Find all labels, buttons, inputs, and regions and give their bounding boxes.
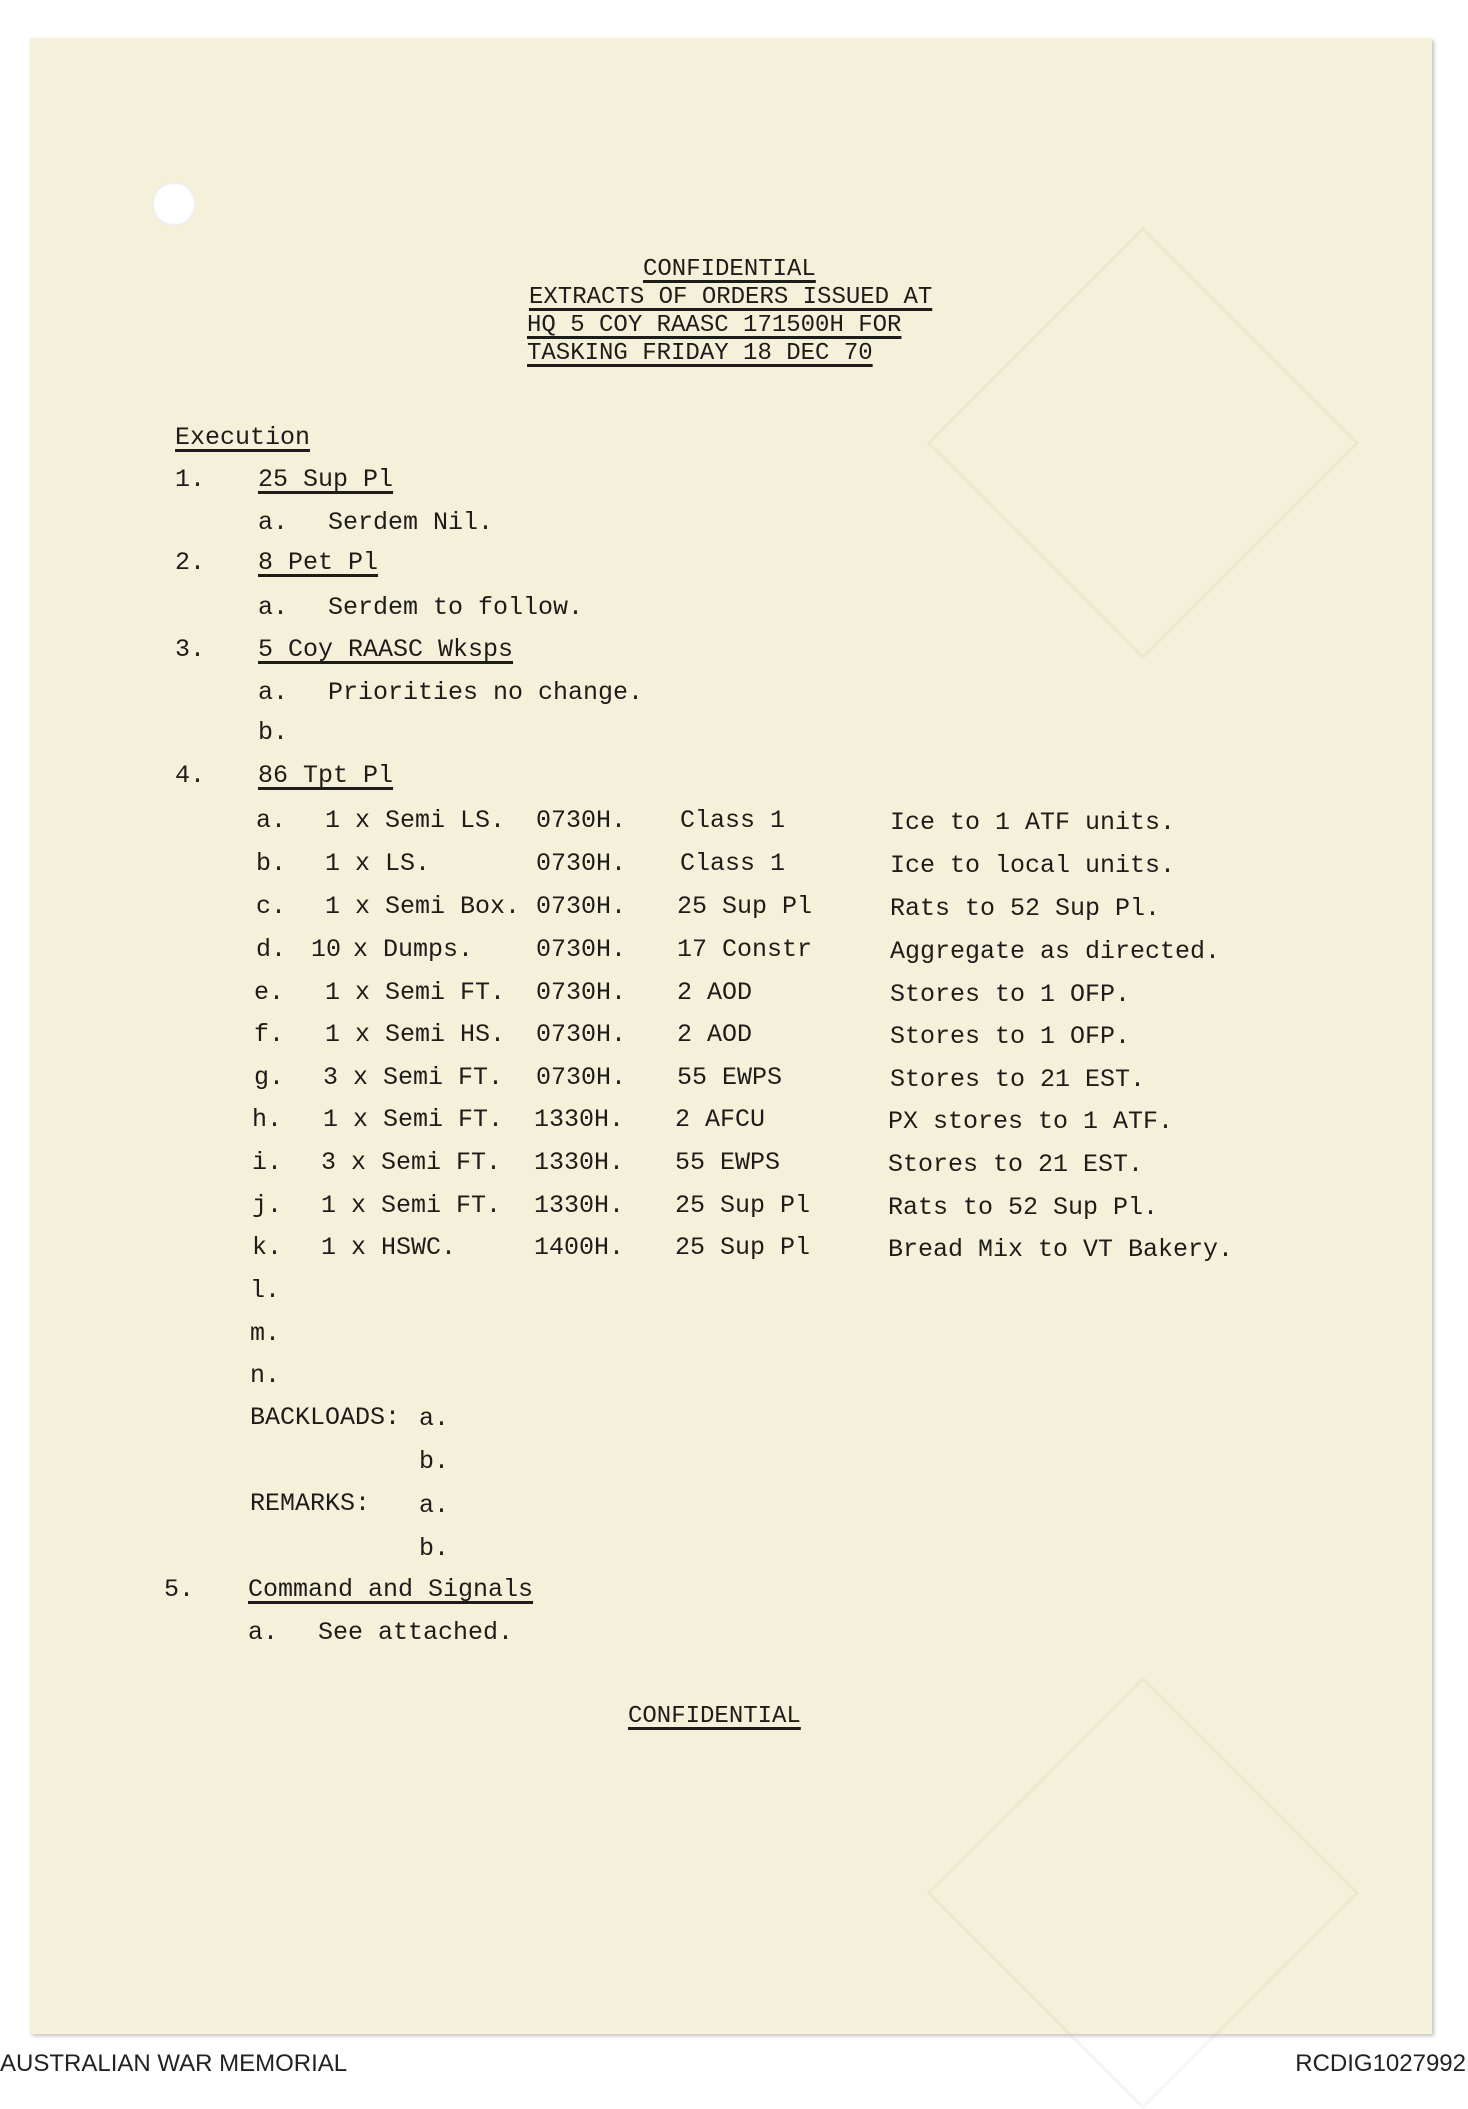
row-unit: 25 Sup Pl [675,1191,811,1220]
section-number: 2. [175,548,206,577]
row-vehicle: x Semi FT. [351,1148,502,1177]
row-qty: 1 [323,1105,339,1134]
row-vehicle: x Semi FT. [355,978,506,1007]
header-classification: CONFIDENTIAL [643,256,816,283]
row-vehicle: x HSWC. [351,1233,457,1262]
row-task: Rats to 52 Sup Pl. [888,1193,1159,1222]
row-label: a. [256,806,287,835]
row-vehicle: x Semi FT. [353,1063,504,1092]
row-qty: 1 [325,849,341,878]
row-unit: Class 1 [680,806,786,835]
section-number: 1. [175,465,206,494]
item-label: m. [250,1319,281,1348]
row-label: g. [254,1063,285,1092]
row-unit: 17 Constr [677,935,813,964]
row-label: h. [252,1105,283,1134]
item-text: Serdem Nil. [328,508,494,537]
row-time: 0730H. [536,849,627,878]
row-time: 1400H. [534,1233,625,1262]
row-qty: 1 [321,1233,337,1262]
row-vehicle: x Semi HS. [355,1020,506,1049]
backloads-label: BACKLOADS: [250,1403,401,1432]
item-label: a. [258,678,289,707]
row-task: Stores to 1 OFP. [890,1022,1131,1051]
row-unit: 55 EWPS [675,1148,781,1177]
item-label: l. [250,1276,281,1305]
section-title: 25 Sup Pl [258,465,394,494]
row-time: 0730H. [536,978,627,1007]
row-unit: 2 AOD [677,978,753,1007]
section-title: 86 Tpt Pl [258,761,394,790]
row-label: j. [252,1191,283,1220]
section-number: 4. [175,761,206,790]
row-label: f. [254,1020,285,1049]
row-time: 0730H. [536,806,627,835]
row-unit: 2 AOD [677,1020,753,1049]
row-task: Stores to 21 EST. [888,1150,1144,1179]
row-vehicle: x Semi FT. [353,1105,504,1134]
item-label: b. [419,1447,450,1476]
footer-classification: CONFIDENTIAL [628,1703,801,1730]
item-label: n. [250,1361,281,1390]
row-qty: 3 [323,1063,339,1092]
row-qty: 3 [321,1148,337,1177]
row-time: 0730H. [536,1020,627,1049]
section-number: 3. [175,635,206,664]
item-label: a. [258,593,289,622]
archive-source-label: AUSTRALIAN WAR MEMORIAL [0,2050,348,2077]
section-title: 5 Coy RAASC Wksps [258,635,514,664]
row-task: Stores to 1 OFP. [890,980,1131,1009]
remarks-label: REMARKS: [250,1489,371,1518]
row-unit: 55 EWPS [677,1063,783,1092]
item-label: b. [258,718,289,747]
row-vehicle: x Semi Box. [355,892,521,921]
row-time: 0730H. [536,1063,627,1092]
row-qty: 1 [325,978,341,1007]
item-text: See attached. [318,1618,514,1647]
item-label: a. [258,508,289,537]
archive-id-label: RCDIG1027992 [1295,2050,1466,2077]
row-label: d. [256,935,287,964]
row-label: k. [252,1233,283,1262]
header-title-line: TASKING FRIDAY 18 DEC 70 [527,340,873,367]
punch-hole [152,182,196,226]
item-text: Priorities no change. [328,678,644,707]
row-vehicle: x LS. [355,849,431,878]
row-label: c. [256,892,287,921]
row-unit: 2 AFCU [675,1105,766,1134]
row-time: 1330H. [534,1148,625,1177]
item-label: a. [419,1404,450,1433]
row-task: PX stores to 1 ATF. [888,1107,1174,1136]
section-title: Command and Signals [248,1575,534,1604]
row-vehicle: x Semi FT. [351,1191,502,1220]
row-time: 0730H. [536,935,627,964]
row-qty: 1 [325,1020,341,1049]
execution-heading: Execution [175,423,311,452]
row-time: 0730H. [536,892,627,921]
row-unit: Class 1 [680,849,786,878]
row-qty: 1 [325,892,341,921]
row-task: Rats to 52 Sup Pl. [890,894,1161,923]
row-qty: 10 [311,935,342,964]
row-qty: 1 [321,1191,337,1220]
row-unit: 25 Sup Pl [677,892,813,921]
section-title: 8 Pet Pl [258,548,379,577]
row-task: Ice to 1 ATF units. [890,808,1176,837]
item-text: Serdem to follow. [328,593,584,622]
row-time: 1330H. [534,1191,625,1220]
section-number: 5. [164,1575,195,1604]
row-vehicle: x Dumps. [353,935,474,964]
row-qty: 1 [325,806,341,835]
row-task: Stores to 21 EST. [890,1065,1146,1094]
row-task: Aggregate as directed. [890,937,1221,966]
item-label: b. [419,1534,450,1563]
row-label: b. [256,849,287,878]
row-task: Ice to local units. [890,851,1176,880]
row-time: 1330H. [534,1105,625,1134]
row-label: e. [254,978,285,1007]
row-vehicle: x Semi LS. [355,806,506,835]
row-label: i. [252,1148,283,1177]
row-task: Bread Mix to VT Bakery. [888,1235,1234,1264]
row-unit: 25 Sup Pl [675,1233,811,1262]
header-title-line: HQ 5 COY RAASC 171500H FOR [527,312,902,339]
item-label: a. [248,1618,279,1647]
header-title-line: EXTRACTS OF ORDERS ISSUED AT [529,284,933,311]
item-label: a. [419,1491,450,1520]
